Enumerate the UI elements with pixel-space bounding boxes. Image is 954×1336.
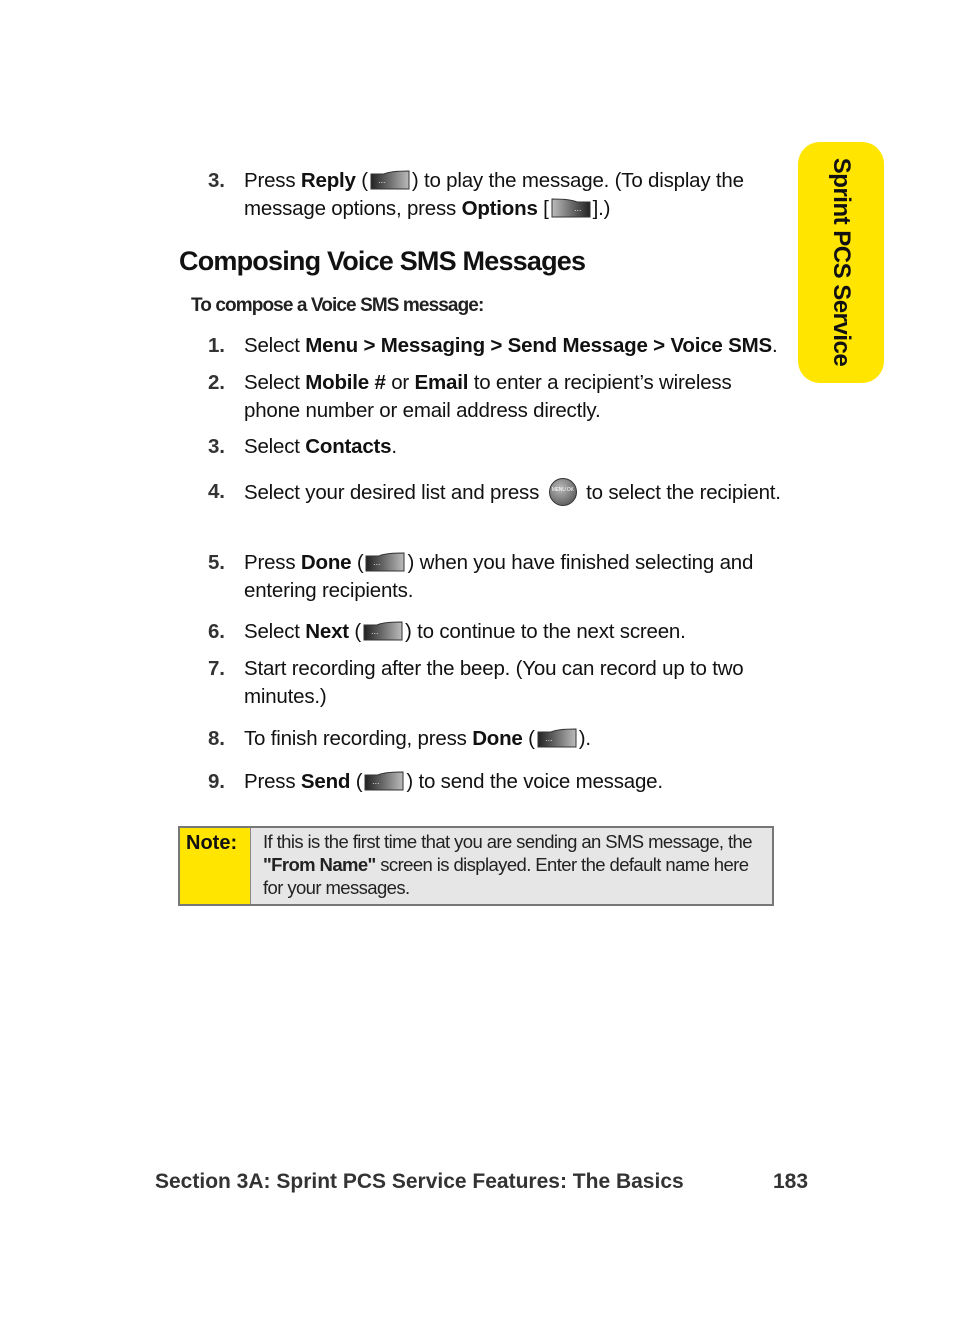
- step-text: [244, 433, 788, 461]
- svg-text:···: ···: [372, 779, 380, 788]
- note-bold: "From Name": [263, 854, 376, 875]
- step-text: [244, 768, 788, 796]
- step-text-run: Press: [244, 551, 301, 574]
- svg-text:···: ···: [373, 560, 381, 569]
- left-softkey-icon: [365, 552, 405, 572]
- section-tab-label: Sprint PCS Service: [828, 157, 855, 367]
- step-item: [208, 768, 788, 796]
- step-text-run: Select: [244, 620, 306, 643]
- step-item: [208, 655, 788, 711]
- left-softkey-icon: [537, 728, 577, 748]
- step-text: [244, 655, 788, 711]
- left-softkey-icon: [363, 621, 403, 641]
- step-number: 3.: [208, 169, 225, 192]
- step-item: [208, 369, 788, 425]
- step-text-run: Select your desired list and press: [244, 481, 545, 504]
- note-text-2: screen is displayed. Enter the default name here for your messages.: [263, 854, 749, 898]
- step-text-run: Select: [244, 435, 306, 458]
- step-item: [208, 549, 788, 605]
- step-bold-term: Menu > Messaging > Send Message > Voice SMS: [305, 334, 772, 357]
- svg-text:···: ···: [371, 629, 379, 638]
- step-text-run: to select the recipient.: [580, 481, 781, 504]
- step-text: [244, 332, 788, 360]
- note-text-1: If this is the first time that you are sending an SMS message, the: [263, 831, 752, 852]
- step-number: 3.: [208, 435, 225, 458]
- step-text-run: (: [522, 727, 535, 750]
- step-text-run: ) to continue to the next screen.: [405, 620, 686, 643]
- step-text-run: Start recording after the beep. (You can record up to two minutes.): [244, 657, 744, 708]
- step-bold-term: Contacts: [305, 435, 392, 458]
- step-text-run: ) to send the voice message.: [406, 770, 663, 793]
- svg-text:···: ···: [377, 178, 386, 187]
- step-text-run: ).: [578, 727, 591, 750]
- page-number: 183: [773, 1170, 809, 1193]
- step-number: 5.: [208, 551, 225, 574]
- step-text-run: Select: [244, 334, 306, 357]
- menu-ok-key-icon: [549, 478, 577, 506]
- procedure-subheading: To compose a Voice SMS message:: [191, 295, 484, 316]
- step-number: 8.: [208, 727, 225, 750]
- left-softkey-icon: [364, 771, 404, 791]
- right-softkey-icon: [551, 198, 591, 218]
- left-softkey-icon: [370, 170, 410, 190]
- step-bold-term: Reply: [300, 169, 356, 192]
- step-text-run: ) when you have finished selecting and entering recipients.: [244, 551, 754, 602]
- step-number: 2.: [208, 371, 225, 394]
- step-bold-term: Options: [461, 197, 538, 220]
- intro-step: [208, 167, 788, 223]
- step-bold-term: Email: [414, 371, 469, 394]
- step-number: 9.: [208, 770, 225, 793]
- step-item: [208, 725, 788, 753]
- step-number: 6.: [208, 620, 225, 643]
- step-text: [244, 725, 788, 753]
- step-text-run: (: [348, 620, 362, 643]
- step-text-run: (: [355, 169, 368, 192]
- step-text-run: ].): [592, 197, 611, 220]
- step-bold-term: Mobile #: [305, 371, 386, 394]
- step-text-run: .: [771, 334, 778, 357]
- step-text-run: .: [391, 435, 397, 458]
- step-bold-term: Send: [300, 770, 351, 793]
- step-text-run: [: [537, 197, 549, 220]
- step-item: [208, 618, 788, 646]
- svg-text:···: ···: [544, 736, 553, 745]
- step-text-run: ) to play the message. (To display the message options, press: [244, 169, 744, 220]
- step-text: [244, 369, 788, 425]
- note-label: Note:: [180, 828, 251, 904]
- step-text-run: Press: [244, 770, 301, 793]
- step-item: [208, 433, 788, 461]
- step-number: 4.: [208, 480, 225, 503]
- step-text-run: Select: [244, 371, 306, 394]
- step-bold-term: Done: [472, 727, 523, 750]
- step-text: [244, 478, 788, 507]
- step-text: [244, 618, 788, 646]
- step-bold-term: Next: [305, 620, 349, 643]
- note-box: [178, 826, 774, 906]
- step-text-run: or: [385, 371, 415, 394]
- step-text: [244, 549, 788, 605]
- step-number: 7.: [208, 657, 225, 680]
- step-text-run: to enter a recipient’s wireless phone number or email address directly.: [244, 371, 732, 422]
- step-text-run: Press: [244, 169, 301, 192]
- svg-text:···: ···: [573, 206, 582, 215]
- step-text: [244, 167, 788, 223]
- section-heading: Composing Voice SMS Messages: [179, 246, 586, 276]
- ok-key-label: MENU OK: [551, 487, 574, 493]
- step-bold-term: Done: [300, 551, 352, 574]
- note-text: [263, 830, 768, 899]
- step-text-run: (: [350, 770, 363, 793]
- step-text-run: To finish recording, press: [244, 727, 473, 750]
- step-item: [208, 332, 788, 360]
- step-text-run: (: [351, 551, 364, 574]
- section-tab: [798, 142, 884, 383]
- footer-section-title: Section 3A: Sprint PCS Service Features: The Basics: [155, 1170, 684, 1193]
- step-item: [208, 478, 788, 507]
- step-number: 1.: [208, 334, 225, 357]
